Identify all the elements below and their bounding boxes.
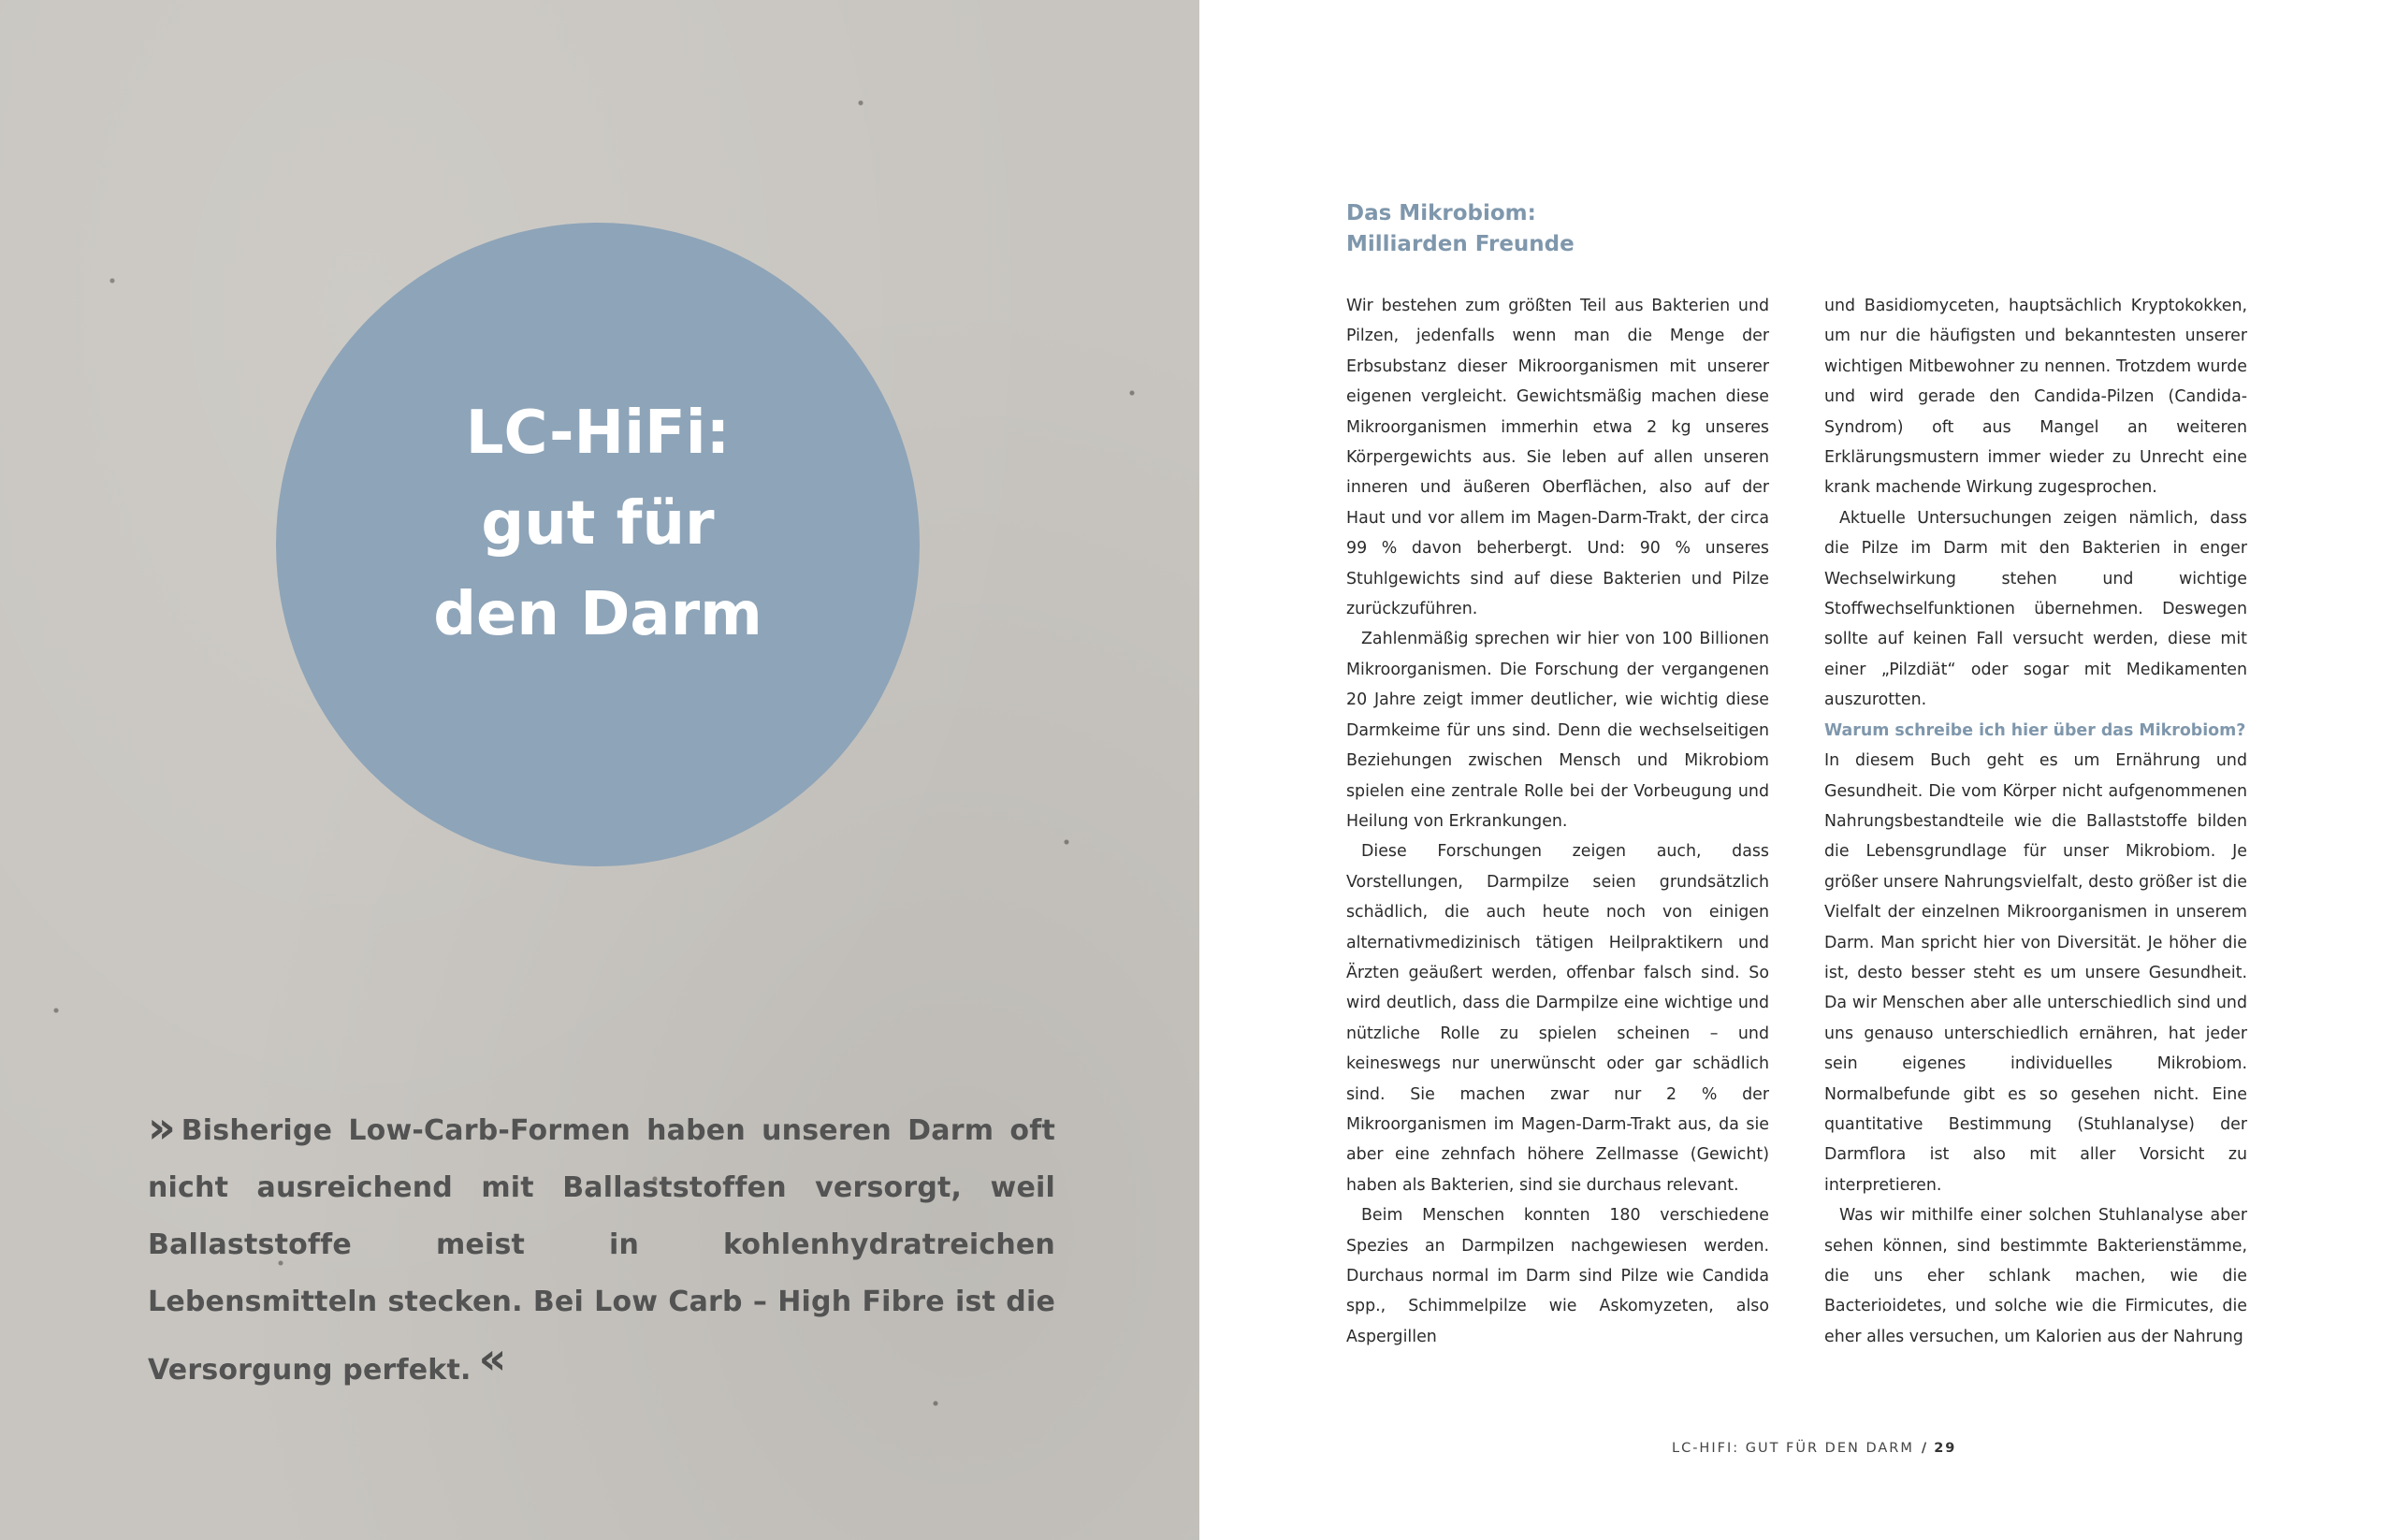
- paragraph: Was wir mithilfe einer solchen Stuhlanalyse aber sehen können, sind bestimmte Bakterienstämme, die uns eher schlank machen, wie die Bacterioidetes, und solche wie die Firmicutes, die eher alles versuchen, um Kalorien aus der Nahrung: [1824, 1206, 2247, 1346]
- text-column-right: [1824, 291, 2247, 1352]
- paragraph: und Basidiomyceten, hauptsächlich Kryptokokken, um nur die häufigsten und bekanntesten unserer wichtigen Mitbewohner zu nennen. Trotzdem wurde und wird gerade den Candida-Pilzen (Candida-Syndrom) oft aus Mangel an weiteren Erklärungsmustern immer wieder zu Unrecht eine krank machende Wirkung zugesprochen.: [1824, 297, 2247, 498]
- section-title-line: Milliarden Freunde: [1346, 232, 1575, 256]
- paragraph: Aktuelle Untersuchungen zeigen nämlich, dass die Pilze im Darm mit den Bakterien in enger Wechselwirkung stehen und wichtige Stoffwechselfunktionen übernehmen. Deswegen sollte auf keinen Fall versucht werden, diese mit einer „Pilzdiät“ oder sogar mit Medikamenten auszurotten.: [1824, 508, 2247, 710]
- footer-separator: /: [1921, 1441, 1929, 1456]
- paragraph: Diese Forschungen zeigen auch, dass Vorstellungen, Darmpilze seien grundsätzlich schädlich, die auch heute noch von einigen alternativmedizinisch tätigen Heilpraktikern und Ärzten geäußert werden, offenbar falsch sind. So wird deutlich, dass die Darmpilze eine wichtige und nützliche Rolle zu spielen scheinen – und keineswegs nur unerwünscht oder gar schädlich sind. Sie machen zwar nur 2 % der Mikroorganismen im Magen-Darm-Trakt aus, da sie aber eine zehnfach höhere Zellmasse (Gewicht) haben als Bakterien, sind sie durchaus relevant.: [1346, 842, 1769, 1195]
- subheading: Warum schreibe ich hier über das Mikrobiom?: [1824, 720, 2246, 740]
- page-footer: [1672, 1441, 1956, 1456]
- paragraph: Wir bestehen zum größten Teil aus Bakterien und Pilzen, jedenfalls wenn man die Menge der Erbsubstanz dieser Mikroorganismen mit unserer eigenen vergleicht. Gewichtsmäßig machen diese Mikroorganismen immerhin etwa 2 kg unseres Körpergewichts aus. Sie leben auf allen unseren inneren und äußeren Oberflächen, also auf der Haut und vor allem im Magen-Darm-Trakt, der circa 99 % davon beherbergt. Und: 90 % unseres Stuhlgewichts sind auf diese Bakterien und Pilze zurückzuführen.: [1346, 297, 1769, 619]
- paragraph: In diesem Buch geht es um Ernährung und Gesundheit. Die vom Körper nicht aufgenommenen Nahrungsbestandteile wie die Ballaststoffe bilden die Lebensgrundlage für unser Mikrobiom. Je größer unsere Nahrungsvielfalt, desto größer ist die Vielfalt der einzelnen Mikroorganismen in unserem Darm. Man spricht hier von Diversität. Je höher die ist, desto besser steht es um unsere Gesundheit. Da wir Menschen aber alle unterschiedlich sind und uns genauso unterschiedlich ernähren, hat jeder sein eigenes individuelles Mikrobiom. Normalbefunde gibt es so gesehen nicht. Eine quantitative Bestimmung (Stuhlanalyse) der Darmflora ist also mit aller Vorsicht zu interpretieren.: [1824, 751, 2247, 1195]
- paragraph: Zahlenmäßig sprechen wir hier von 100 Billionen Mikroorganismen. Die Forschung der vergangenen 20 Jahre zeigt immer deutlicher, wie wichtig diese Darmkeime für uns sind. Denn die wechselseitigen Beziehungen zwischen Mensch und Mikrobiom spielen eine zentrale Rolle bei der Vorbeugung und Heilung von Erkrankungen.: [1346, 630, 1769, 831]
- running-title: LC-HIFI: GUT FÜR DEN DARM: [1672, 1441, 1914, 1456]
- chapter-title-line: den Darm: [433, 579, 762, 649]
- quote-close-mark: «: [478, 1333, 501, 1384]
- chapter-title-line: LC-HiFi:: [465, 398, 731, 468]
- page-number: 29: [1934, 1441, 1957, 1456]
- paragraph: Beim Menschen konnten 180 verschiedene Spezies an Darmpilzen nachgewiesen werden. Durchaus normal im Darm sind Pilze wie Candida spp., Schimmelpilze wie Askomyzeten, also Aspergillen: [1346, 1206, 1769, 1346]
- pull-quote: [148, 1099, 1055, 1399]
- section-title-line: Das Mikrobiom:: [1346, 201, 1536, 225]
- title-circle: [276, 223, 920, 866]
- chapter-title: [433, 388, 762, 661]
- right-page: [1199, 0, 2395, 1540]
- text-column-left: [1346, 291, 1769, 1352]
- pull-quote-text: Bisherige Low-Carb-Formen haben unseren Darm oft nicht ausreichend mit Ballaststoffen versorgt, weil Ballaststoffe meist in kohlenhydratreichen Lebensmitteln stecken. Bei Low Carb – High Fibre ist die Versorgung perfekt.: [148, 1114, 1055, 1387]
- quote-open-mark: »: [148, 1102, 170, 1153]
- section-title: [1346, 198, 1575, 260]
- chapter-title-line: gut für: [481, 488, 715, 559]
